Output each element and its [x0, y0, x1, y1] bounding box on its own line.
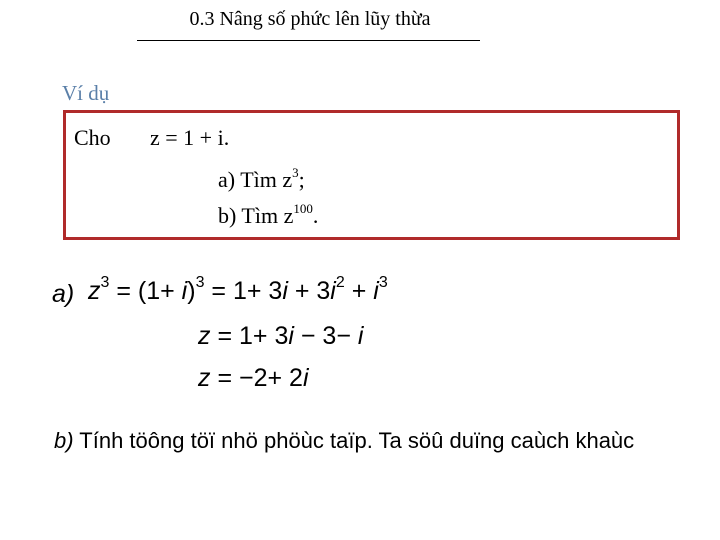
- problem-item-a-suffix: ;: [298, 167, 305, 192]
- eq-part: = −2+ 2: [210, 364, 303, 392]
- problem-cho: Cho: [74, 125, 111, 150]
- eq-i: i: [181, 277, 188, 305]
- eq-exp: 3: [195, 274, 205, 291]
- eq-exp: 3: [100, 274, 110, 291]
- solution-b-label: b): [54, 428, 74, 453]
- solution-b-text: Tính töông töï nhö phöùc taïp. Ta söû duïng caùch khaùc: [73, 428, 635, 453]
- eq-part: ): [187, 277, 196, 305]
- problem-given: z = 1 + i.: [150, 125, 230, 150]
- eq-part: + 3: [287, 277, 331, 305]
- solution-b: [54, 428, 634, 454]
- eq-i: i: [357, 322, 364, 350]
- problem-item-a: [218, 165, 305, 193]
- problem-item-a-text: a) Tìm z: [218, 167, 293, 192]
- eq-i: i: [373, 277, 379, 305]
- example-label: Ví dụ: [62, 81, 110, 105]
- eq-part: +: [344, 277, 374, 305]
- eq-z: z: [88, 277, 101, 305]
- problem-item-b-exp: 100: [293, 201, 313, 216]
- eq-part: = 1+ 3: [210, 322, 289, 350]
- eq-exp: 2: [335, 274, 345, 291]
- eq-part: = (1+: [109, 277, 182, 305]
- problem-item-a-exp: 3: [292, 165, 299, 180]
- problem-box: [63, 110, 680, 240]
- solution-a-label-text: a): [52, 280, 75, 308]
- eq-i: i: [288, 322, 294, 350]
- solution-line-2: [198, 322, 363, 351]
- problem-item-b-suffix: .: [312, 203, 319, 228]
- eq-z: z: [198, 322, 211, 350]
- solution-line-3: [198, 364, 309, 393]
- eq-exp: 3: [378, 274, 388, 291]
- eq-i: i: [330, 277, 336, 305]
- eq-i: i: [282, 277, 288, 305]
- solution-line-1: [88, 274, 388, 306]
- title-underline: [137, 40, 480, 41]
- solution-a-label: [52, 280, 74, 309]
- problem-item-b-text: b) Tìm z: [218, 203, 294, 228]
- eq-i: i: [302, 364, 309, 392]
- eq-part: − 3−: [293, 322, 358, 350]
- eq-part: = 1+ 3: [204, 277, 283, 305]
- eq-z: z: [198, 364, 211, 392]
- problem-item-b: [218, 201, 318, 229]
- page-title: 0.3 Nâng số phức lên lũy thừa: [189, 8, 431, 30]
